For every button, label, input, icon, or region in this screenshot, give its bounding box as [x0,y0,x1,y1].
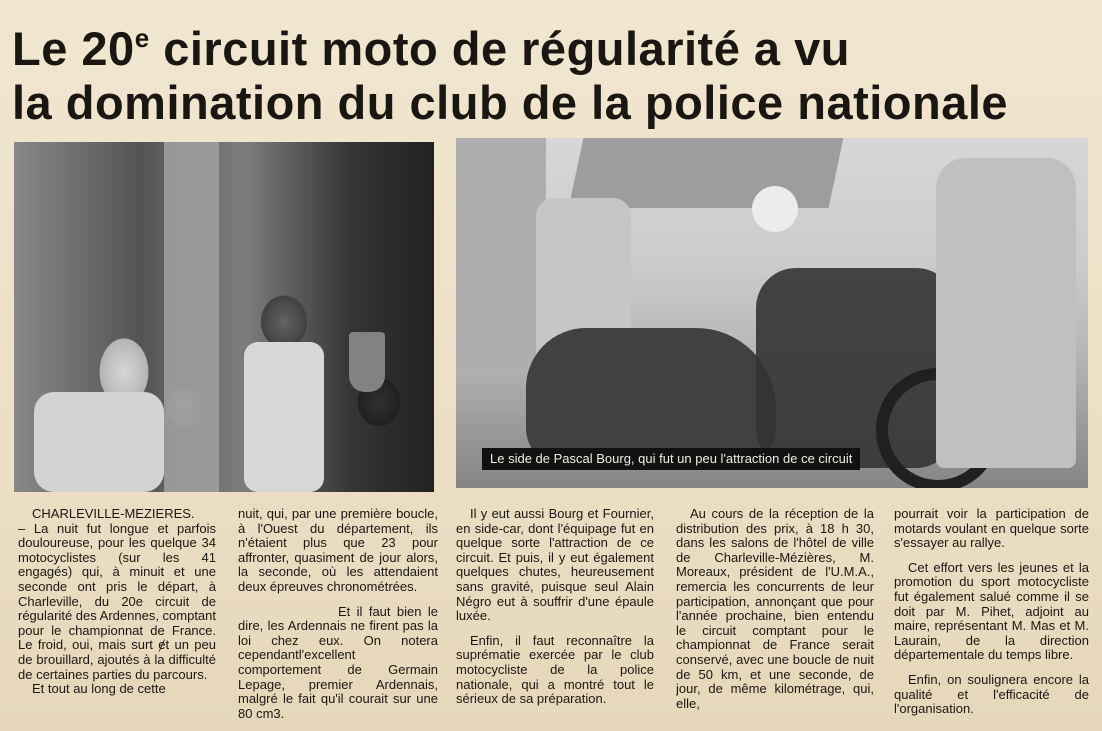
headline-line-1 [12,22,1097,76]
article-column-2 [238,507,438,727]
photo-pillar-shape [164,142,219,492]
article-column-5 [894,507,1089,727]
article-column-4 [676,507,874,727]
dateline: CHARLEVILLE-MEZIERES. [32,507,195,521]
paragraph: Enfin, il faut reconnaître la suprématie exercée par le club motocycliste de la police nationale, qui a montré tout le sérieux de sa préparation. [456,632,654,707]
article-column-1 [18,507,216,727]
paragraph: pourrait voir la participation de motards voulant en quelque sorte s'essayer au rallye. [894,507,1089,551]
paragraph: Il y eut aussi Bourg et Fournier, en side-car, dont l'équipage fut en quelque sorte l'attraction de ce circuit. Et puis, il y eut également quelques chutes, heureusement sans gravité, puisque seul Alain Négro eut à souffrir d'une épaule luxée. [456,507,654,624]
photo-caption: Le side de Pascal Bourg, qui fut un peu l'attraction de ce circuit [482,448,860,470]
photo-building-shape [456,138,546,368]
photo-helmet-shape [752,186,798,232]
photo-sidecar-shape [526,328,776,468]
paragraph: nuit, qui, par une première boucle, à l'Ouest du département, ils n'étaient plus que 23 pour affronter, quasiment de jour alors, la seconde, où les attendaient deux épreuves chronométrées. [238,507,438,594]
paragraph: Cet effort vers les jeunes et la promotion du sport motocycliste fut également salué comme il se doit par M. Pihet, adjoint au maire, représentant M. Mas et M. Laurain, de la direction départementale du temps libre. [894,559,1089,663]
photo-trophy-cup-shape [349,332,385,392]
headline [12,22,1097,130]
photo-standing-man-shape [244,342,324,492]
photo-prize-ceremony [14,142,434,492]
headline-ordinal-superscript: e [134,23,150,53]
paragraph: Enfin, on soulignera encore la qualité et l'efficacité de l'organisation. [894,671,1089,717]
photo-foreground-figure-shape [34,392,164,492]
headline-line-2: la domination du club de la police nationale [12,76,1009,129]
headline-line-1-end: circuit moto de régularité a vu [149,22,850,75]
paragraph: Et tout au long de cette [32,681,166,697]
photo-sidecar [456,138,1088,488]
paragraph: Au cours de la réception de la distribution des prix, à 18 h 30, dans les salons de l'hôtel de ville de Charleville-Mézières, M. Moreaux, président de l'U.M.A., remercia les concurrents de leur participation, annonçant que pour l'année prochaine, bien entendu le circuit comptant pour le championnat de France serait conservé, avec une boucle de nuit de 50 km, et une seconde, de jour, de même kilométrage, qui, elle, [676,507,874,711]
headline-line-1-start: Le 20 [12,22,135,75]
photo-spectators-shape [936,158,1076,468]
article-column-3 [456,507,654,727]
paragraph: Et il faut bien le dire, les Ardennais ne firent pas la loi chez eux. On notera cependantl'excellent comportement de Germain Lepage, premier Ardennais, malgré le fait qu'il courait sur une 80 cm3. [238,603,438,721]
paragraph: – La nuit fut longue et parfois douloureuse, pour les quelque 34 motocyclistes (sur les 41 engagés) qui, à minuit et une seconde ont pris le départ, à Charleville, du 20e circuit de régularité des Ardennes, comptant pour le championnat de France. Le froid, oui, mais surt ɇt un peu de brouillard, ajoutés à la difficulté de certaines parties du parcours. [18,520,216,682]
